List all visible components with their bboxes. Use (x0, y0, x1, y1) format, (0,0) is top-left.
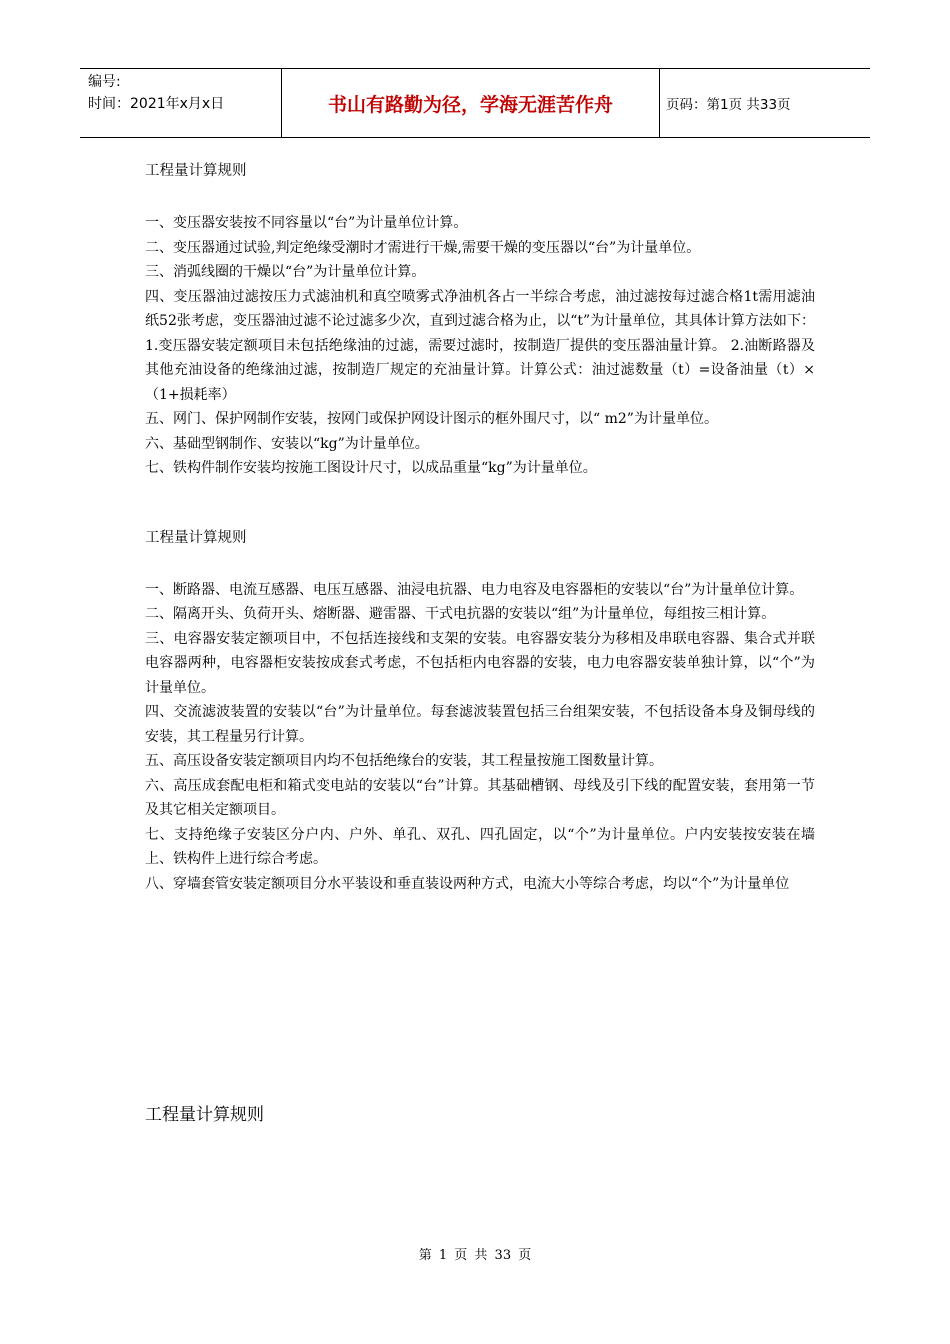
rule-paragraph: 五、高压设备安装定额项目内均不包括绝缘台的安装，其工程量按施工图数量计算。 (145, 753, 663, 769)
rule-paragraph: 七、支持绝缘子安装区分户内、户外、单孔、双孔、四孔固定，以“个”为计量单位。户内安装按安装在墙上、铁构件上进行综合考虑。 (145, 826, 815, 867)
header-divider (659, 69, 660, 137)
header-meta (88, 71, 283, 115)
rule-paragraph: 六、高压成套配电柜和箱式变电站的安装以“台”计算。其基础槽钢、母线及引下线的配置安装，套用第一节及其它相关定额项目。 (145, 777, 815, 818)
page-footer: 第 1 页 共 33 页 (418, 1248, 532, 1263)
rule-paragraph: 三、消弧线圈的干燥以“台”为计量单位计算。 (145, 264, 426, 280)
rule-paragraph: 七、铁构件制作安装均按施工图设计尺寸，以成品重量“kg”为计量单位。 (145, 460, 597, 476)
rule-paragraph: 四、变压器油过滤按压力式滤油机和真空喷雾式净油机各占一半综合考虑，油过滤按每过滤合格1t需用滤油纸52张考虑，变压器油过滤不论过滤多少次，直到过滤合格为止，以“t”为计量单位，其具体计算方法如下： 1.变压器安装定额项目未包括绝缘油的过滤，需要过滤时，按制造厂提供的变压器油量计算。 2.油断路器及其他充油设备的绝缘油过滤，按制造厂规定的充油量计算。计算公式：油过滤数量（t）=设备油量（t）×（1+损耗率） (145, 288, 815, 403)
rule-paragraph: 二、隔离开头、负荷开头、熔断器、避雷器、干式电抗器的安装以“组”为计量单位，每组按三相计算。 (145, 606, 776, 622)
header-motto: 书山有路勤为径，学海无涯苦作舟 (327, 93, 613, 116)
section-2 (145, 525, 815, 897)
section-title: 工程量计算规则 (145, 1105, 264, 1125)
section-1 (145, 158, 815, 481)
document-time-label: 时间：2021年x月x日 (88, 96, 225, 112)
rule-paragraph: 八、穿墙套管安装定额项目分水平装设和垂直装设两种方式，电流大小等综合考虑，均以“个”为计量单位 (145, 875, 790, 892)
section-title: 工程量计算规则 (145, 163, 247, 179)
rule-paragraph: 六、基础型钢制作、安装以“kg”为计量单位。 (145, 435, 429, 452)
section-title: 工程量计算规则 (145, 529, 247, 546)
rule-paragraph: 四、交流滤波装置的安装以“台”为计量单位。每套滤波装置包括三台组架安装，不包括设备本身及铜母线的安装，其工程量另行计算。 (145, 704, 815, 745)
document-body (145, 158, 815, 896)
rule-paragraph: 一、变压器安装按不同容量以“台”为计量单位计算。 (145, 215, 468, 231)
rule-paragraph: 一、断路器、电流互感器、电压互感器、油浸电抗器、电力电容及电容器柜的安装以“台”为计量单位计算。 (145, 581, 804, 598)
rule-paragraph: 二、变压器通过试验,判定绝缘受潮时才需进行干燥,需要干燥的变压器以“台”为计量单位。 (145, 239, 701, 256)
document-number-label: 编号: (88, 74, 121, 90)
page-header (80, 68, 870, 138)
rule-paragraph: 五、网门、保护网制作安装，按网门或保护网设计图示的框外围尺寸，以“ m2”为计量单位。 (145, 411, 718, 427)
rule-paragraph: 三、电容器安装定额项目中，不包括连接线和支架的安装。电容器安装分为移相及串联电容器、集合式并联电容器两种，电容器柜安装按成套式考虑，不包括柜内电容器的安装，电力电容器安装单独计算，以“个”为计量单位。 (145, 630, 815, 696)
header-page-info: 页码：第1页 共33页 (666, 97, 791, 113)
